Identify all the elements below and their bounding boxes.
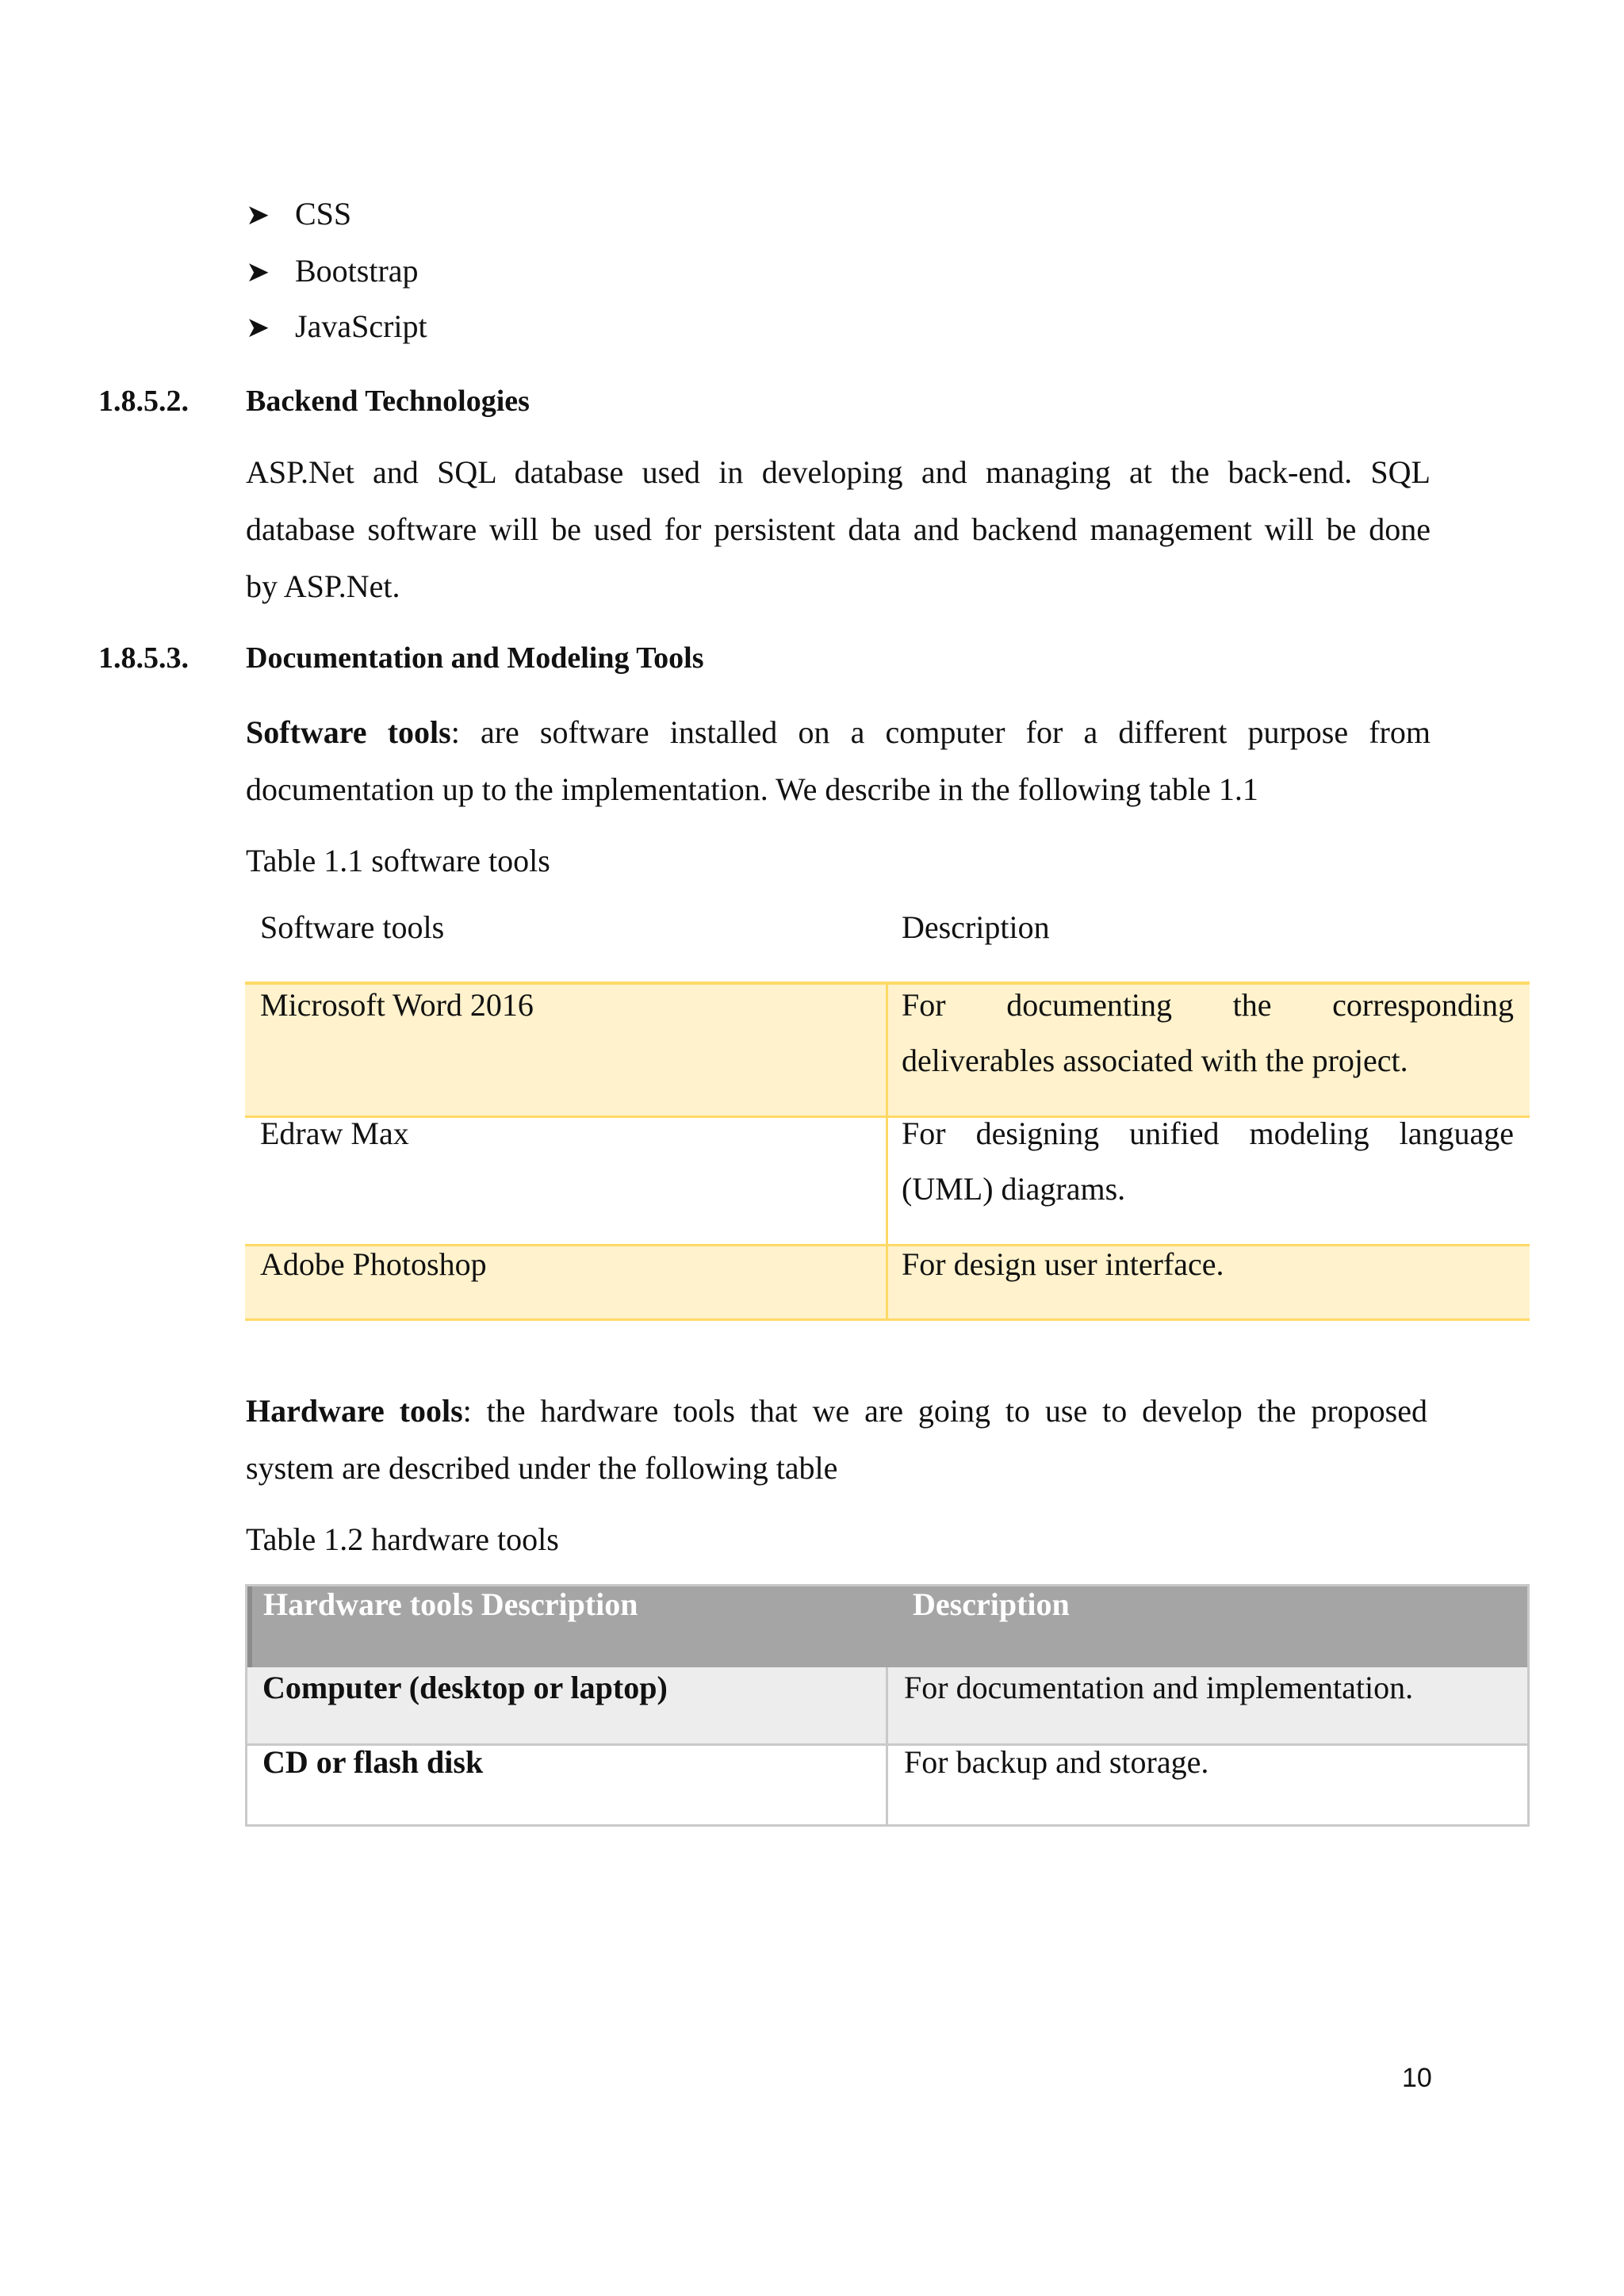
table-cell-description: For backup and storage. <box>904 1744 1209 1780</box>
paragraph-software-tools <box>246 704 1431 818</box>
paragraph-line: documentation up to the implementation. We describe in the following table 1.1 <box>246 771 1258 807</box>
arrow-bullet-icon: ➤ <box>246 199 270 231</box>
cell-line: For designing unified modeling language <box>902 1115 1514 1151</box>
software-tools-text: : are software installed on a computer for a different purpose from <box>450 714 1431 750</box>
table-header-cell: Software tools <box>260 909 445 945</box>
table-cell-tool: Adobe Photoshop <box>260 1246 487 1282</box>
cell-line: For documenting the corresponding <box>902 987 1514 1023</box>
hardware-tools-text: : the hardware tools that we are going to use to develop the proposed <box>462 1393 1427 1429</box>
table-cell-tool: CD or flash disk <box>262 1744 484 1780</box>
software-tools-lead: Software tools <box>246 714 451 750</box>
table-cell-description <box>902 1106 1514 1217</box>
bullet-item <box>246 195 351 234</box>
header-edge <box>247 1586 252 1667</box>
table-divider <box>886 1667 888 1824</box>
paragraph-line <box>246 1383 1427 1440</box>
section-number: 1.8.5.3. <box>98 641 189 675</box>
paragraph-line: by ASP.Net. <box>246 568 400 604</box>
table-cell-tool: Microsoft Word 2016 <box>260 987 534 1023</box>
table-cell-tool: Edraw Max <box>260 1115 409 1151</box>
bullet-text: Bootstrap <box>295 253 419 289</box>
paragraph-backend <box>246 444 1431 615</box>
section-title: Documentation and Modeling Tools <box>246 641 704 675</box>
bullet-item <box>246 308 427 346</box>
paragraph-line: system are described under the following table <box>246 1450 838 1486</box>
arrow-bullet-icon: ➤ <box>246 312 270 343</box>
bullet-item <box>246 252 419 291</box>
table-header-cell: Hardware tools Description <box>263 1586 638 1622</box>
section-number: 1.8.5.2. <box>98 385 189 418</box>
table-cell-description <box>902 978 1514 1089</box>
page-number: 10 <box>1402 2063 1432 2093</box>
table-divider <box>886 983 888 1320</box>
table-caption: Table 1.1 software tools <box>246 843 550 878</box>
table-header-cell: Description <box>902 909 1050 945</box>
paragraph-line <box>246 704 1431 761</box>
hardware-tools-lead: Hardware tools <box>246 1393 463 1429</box>
table-caption: Table 1.2 hardware tools <box>246 1521 559 1557</box>
table-cell-tool: Computer (desktop or laptop) <box>262 1670 668 1705</box>
table-cell-description: For documentation and implementation. <box>904 1670 1414 1705</box>
bullet-text: CSS <box>295 196 352 232</box>
table-cell-description: For design user interface. <box>902 1246 1224 1282</box>
section-title: Backend Technologies <box>246 385 530 418</box>
cell-line: deliverables associated with the project. <box>902 1043 1408 1078</box>
bullet-text: JavaScript <box>295 308 427 344</box>
paragraph-line: database software will be used for persistent data and backend management will be done <box>246 511 1431 547</box>
arrow-bullet-icon: ➤ <box>246 256 270 288</box>
table-header-cell: Description <box>913 1586 1070 1622</box>
paragraph-line: ASP.Net and SQL database used in developing and managing at the back-end. SQL <box>246 454 1431 490</box>
cell-line: (UML) diagrams. <box>902 1171 1126 1207</box>
paragraph-hardware-tools <box>246 1383 1427 1497</box>
